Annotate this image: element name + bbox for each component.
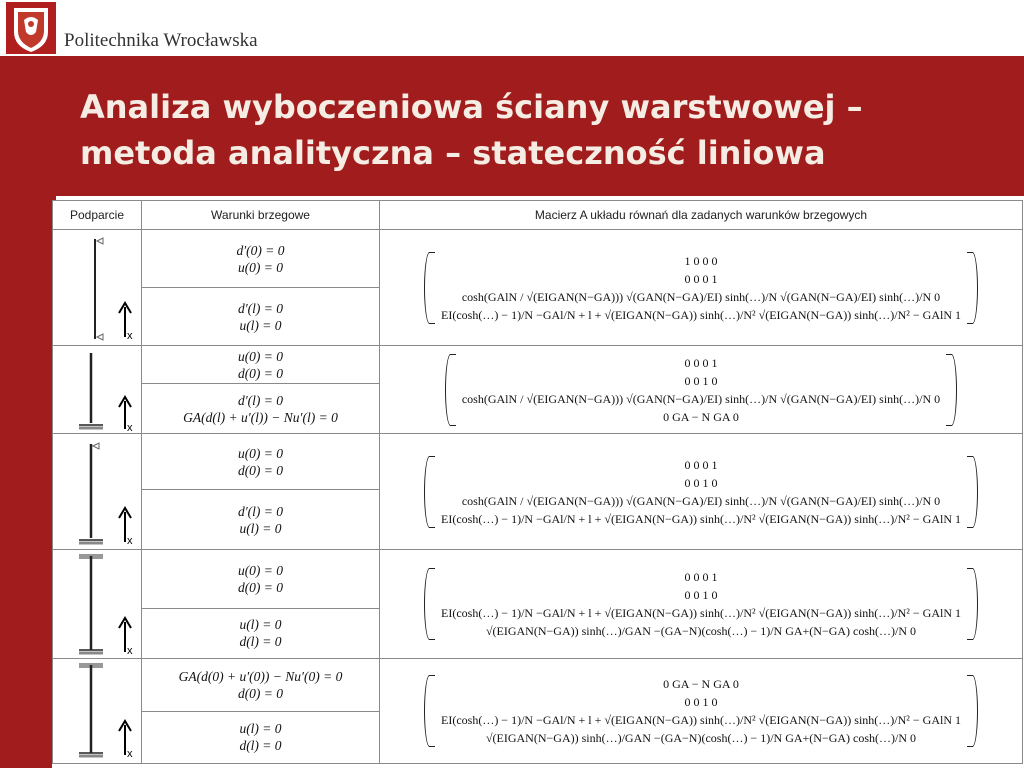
matrix-bracket-left — [424, 456, 435, 528]
boundary-conditions-table — [52, 200, 1022, 768]
matrix-cell-5: 0 GA − N GA 0 0 0 1 0 EI(cosh(…) − 1)/N −GAl/N + l + √(EIGAN(N−GA)) sinh(…)/N² √(EIGAN(N−GA)) sinh(…)/N² − GAlN 1 √(EIGAN(N−GA)) sinh(…)/GAN −(GA−N)(cosh(…) − 1)/N GA+(N−GA) cosh(…)/N 0 — [380, 659, 1023, 764]
bc-top-2: u(0) = 0 d(0) = 0 — [142, 346, 380, 384]
matrix-bracket-right — [946, 354, 957, 426]
support-diagram-cell — [53, 659, 142, 764]
matrix-bracket-left — [424, 675, 435, 747]
support-diagram-icon — [53, 550, 141, 658]
matrix-cell-4: 0 0 0 1 0 0 1 0 EI(cosh(…) − 1)/N −GAl/N + l + √(EIGAN(N−GA)) sinh(…)/N² √(EIGAN(N−GA)) sinh(…)/N² − GAlN 1 √(EIGAN(N−GA)) sinh(…)/GAN −(GA−N)(cosh(…) − 1)/N GA+(N−GA) cosh(…)/N 0 — [380, 550, 1023, 659]
matrix-bracket-right — [967, 675, 978, 747]
support-diagram-cell — [53, 550, 142, 659]
header-bar — [0, 0, 1024, 56]
bc-top-5: GA(d(0) + u′(0)) − Nu′(0) = 0 d(0) = 0 — [142, 659, 380, 712]
matrix-bracket-right — [967, 456, 978, 528]
support-diagram-icon — [53, 659, 141, 763]
support-diagram-cell — [53, 346, 142, 434]
bc-bottom-3: d′(l) = 0 u(l) = 0 — [142, 490, 380, 550]
support-diagram-icon — [53, 347, 141, 433]
university-name: Politechnika Wrocławska — [64, 30, 258, 51]
support-diagram-cell — [53, 434, 142, 550]
matrix-cell-3: 0 0 0 1 0 0 1 0 cosh(GAlN / √(EIGAN(N−GA))) √(GAN(N−GA)/EI) sinh(…)/N √(GAN(N−GA)/EI) sinh(…)/N 0 EI(cosh(…) − 1)/N −GAl/N + l + √(EIGAN(N−GA)) sinh(…)/N² √(EIGAN(N−GA)) sinh(…)/N² − GAlN 1 — [380, 434, 1023, 550]
bc-bottom-4: u(l) = 0 d(l) = 0 — [142, 608, 380, 658]
matrix-cell-1: 1 0 0 0 0 0 0 1 cosh(GAlN / √(EIGAN(N−GA))) √(GAN(N−GA)/EI) sinh(…)/N √(GAN(N−GA)/EI) sinh(…)/N 0 EI(cosh(…) − 1)/N −GAl/N + l + √(EIGAN(N−GA)) sinh(…)/N² √(EIGAN(N−GA)) sinh(…)/N² − GAlN 1 — [380, 230, 1023, 346]
bc-bottom-2: d′(l) = 0 GA(d(l) + u′(l)) − Nu′(l) = 0 — [142, 384, 380, 434]
axis-label: x — [127, 421, 133, 433]
matrix-cell-2: 0 0 0 1 0 0 1 0 cosh(GAlN / √(EIGAN(N−GA))) √(GAN(N−GA)/EI) sinh(…)/N √(GAN(N−GA)/EI) sinh(…)/N 0 0 GA − N GA 0 — [380, 346, 1023, 434]
matrix-bracket-left — [445, 354, 456, 426]
axis-label: x — [127, 748, 133, 760]
matrix-bracket-left — [424, 568, 435, 640]
axis-label: x — [127, 645, 133, 657]
matrix-bracket-left — [424, 252, 435, 324]
bc-top-1: d′(0) = 0 u(0) = 0 — [142, 230, 380, 288]
university-logo-icon — [6, 2, 56, 54]
header-matrix: Macierz A układu równań dla zadanych warunków brzegowych — [380, 201, 1023, 230]
axis-label: x — [127, 329, 133, 342]
left-accent-strip — [0, 56, 56, 768]
bc-top-3: u(0) = 0 d(0) = 0 — [142, 434, 380, 490]
support-diagram-cell — [53, 230, 142, 346]
bc-bottom-1: d′(l) = 0 u(l) = 0 — [142, 288, 380, 346]
matrix-bracket-right — [967, 568, 978, 640]
support-diagram-icon — [53, 436, 141, 548]
bc-bottom-5: u(l) = 0 d(l) = 0 — [142, 711, 380, 764]
axis-label: x — [127, 534, 133, 547]
header-support: Podparcie — [53, 201, 142, 230]
header-boundary-conditions: Warunki brzegowe — [142, 201, 380, 230]
matrix-bracket-right — [967, 252, 978, 324]
bc-top-4: u(0) = 0 d(0) = 0 — [142, 550, 380, 609]
support-diagram-icon — [53, 231, 141, 345]
slide-title: Analiza wyboczeniowa ściany warstwowej – metoda analityczna – stateczność liniowa — [80, 88, 863, 172]
